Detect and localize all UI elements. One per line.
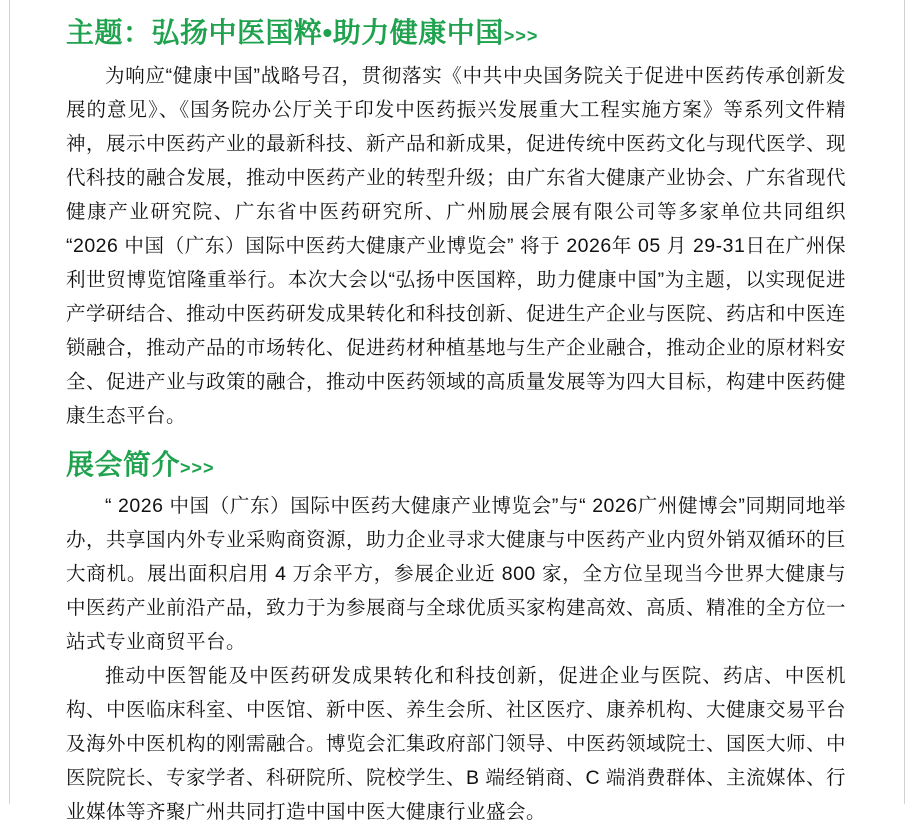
chevrons-right-icon: >>> [503,26,539,46]
section-heading-theme [66,16,846,53]
intro-paragraph-1: “ 2026 中国（广东）国际中医药大健康产业博览会”与“ 2026广州健博会”同期同地举办，共享国内外专业采购商资源，助力企业寻求大健康与中医药产业内贸外销双循环的巨大商机。展出面积启用 4 万余平方，参展企业近 800 家，全方位呈现当今世界大健康与中医药产业前沿产品，致力于为参展商与全球优质买家构建高效、高质、精准的全方位一站式专业商贸平台。 [66,495,847,653]
theme-paragraph: 为响应“健康中国”战略号召，贯彻落实《中共中央国务院关于促进中医药传承创新发展的意见》、《国务院办公厅关于印发中医药振兴发展重大工程实施方案》等系列文件精神，展示中医药产业的最新科技、新产品和新成果，促进传统中医药文化与现代医学、现代科技的融合发展，推动中医药产业的转型升级；由广东省大健康产业协会、广东省现代健康产业研究院、广东省中医药研究所、广州励展会展有限公司等多家单位共同组织“2026 中国（广东）国际中医药大健康产业博览会” 将于 2026年 05 月 29-31日在广州保利世贸博览馆隆重举行。本次大会以“弘扬中医国粹，助力健康中国”为主题，以实现促进产学研结合、推动中医药研发成果转化和科技创新、促进生产企业与医院、药店和中医连锁融合，推动产品的市场转化、促进药材种植基地与生产企业融合，推动企业的原材料安全、促进产业与政策的融合，推动中医药领域的高质量发展等为四大目标，构建中医药健康生态平台。 [66,65,847,427]
theme-heading-text: 主题：弘扬中医国粹•助力健康中国 [66,17,504,48]
intro-paragraph-2: 推动中医智能及中医药研发成果转化和科技创新，促进企业与医院、药店、中医机构、中医临床科室、中医馆、新中医、养生会所、社区医疗、康养机构、大健康交易平台及海外中医机构的刚需融合。博览会汇集政府部门领导、中医药领域院士、国医大师、中医院院长、专家学者、科研院所、院校学生、B 端经销商、C 端消费群体、主流媒体、行业媒体等齐聚广州共同打造中国中医大健康行业盛会。 [66,665,847,823]
article-content [66,16,846,829]
page-right-border [904,0,905,804]
page-left-border [9,0,10,804]
chevrons-right-icon: >>> [180,458,215,478]
intro-heading-text: 展会简介 [66,449,181,480]
section-heading-intro [66,448,846,485]
